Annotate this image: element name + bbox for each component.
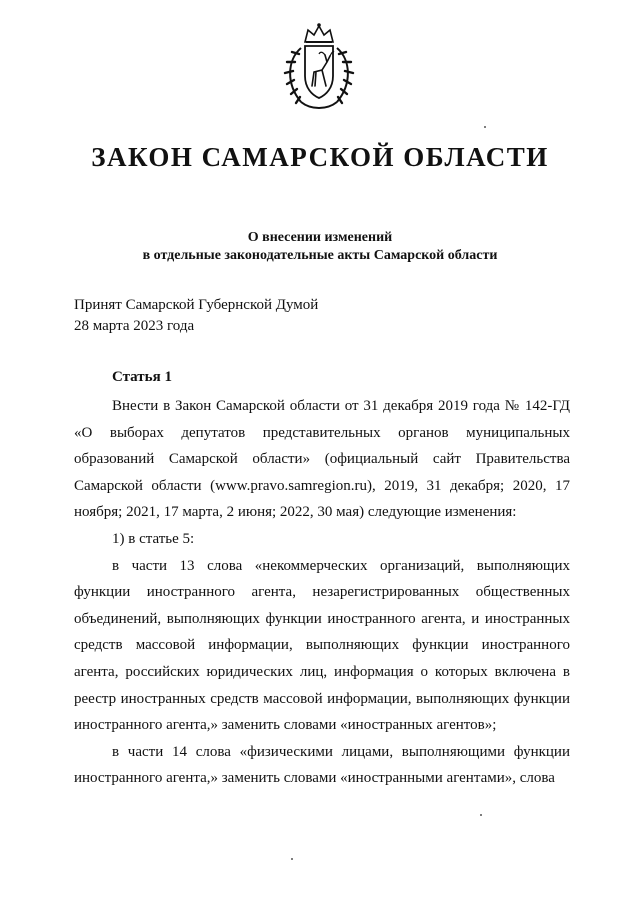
scan-speck [484, 126, 486, 128]
adoption-body: Принят Самарской Губернской Думой [74, 297, 319, 313]
article-heading: Статья 1 [112, 369, 172, 385]
law-title: ЗАКОН САМАРСКОЙ ОБЛАСТИ [91, 142, 549, 172]
article-paragraph: в части 13 слова «некоммерческих организаций, выполняющих функции иностранного агента, незарегистрированных общественных объединений, выполняющих функции иностранного агента, и иностранных средств массовой информации, выполняющих функции иностранного агента, российских юридических лиц, информация о которых включена в реестр иностранных средств массовой информации, выполняющих функции иностранного агента,» заменить словами «иностранных агентов»; [74, 557, 570, 734]
article-body [74, 393, 570, 792]
article-paragraph: Внести в Закон Самарской области от 31 декабря 2019 года № 142-ГД «О выборах депутатов представительных органов муниципальных образований Самарской области» (официальный сайт Правительства Самарской области (www.pravo.samregion.ru), 2019, 31 декабря; 2020, 17 ноября; 2021, 17 марта, 2 июня; 2022, 30 мая) следующие изменения: [74, 398, 570, 521]
adoption-date: 28 марта 2023 года [74, 318, 195, 334]
coat-of-arms-icon [281, 22, 357, 114]
scan-speck [480, 814, 482, 816]
scan-speck [291, 858, 293, 860]
article-paragraph: в части 14 слова «физическими лицами, выполняющими функции иностранного агента,» заменить словами «иностранными агентами», слова [74, 743, 570, 787]
law-subtitle-line1: О внесении изменений [247, 230, 393, 245]
article-paragraph: 1) в статье 5: [112, 530, 195, 547]
law-subtitle-line2: в отдельные законодательные акты Самарской области [142, 248, 498, 263]
